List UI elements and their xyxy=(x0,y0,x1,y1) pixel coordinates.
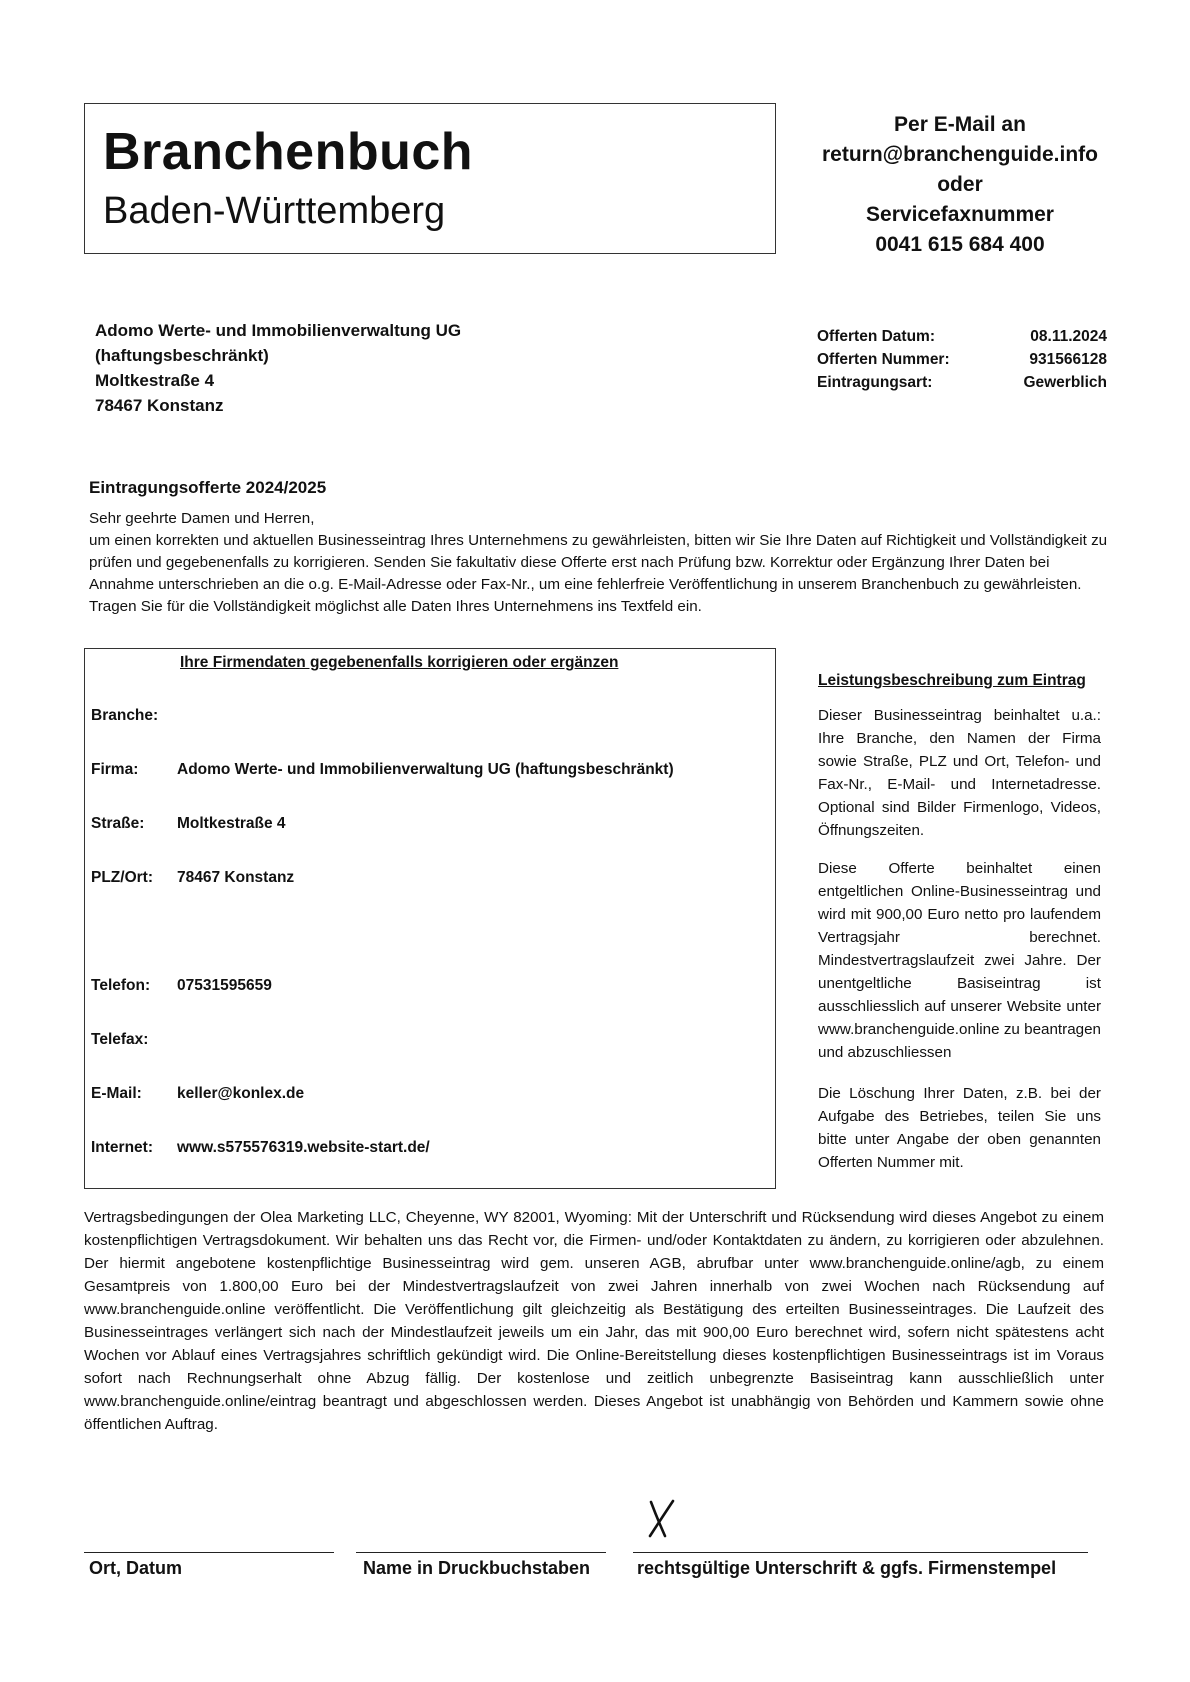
document-subtitle: Baden-Württemberg xyxy=(103,190,446,232)
signature-line[interactable] xyxy=(633,1552,1088,1553)
contact-line: Servicefaxnummer xyxy=(866,203,1054,226)
field-label-strasse: Straße: xyxy=(91,815,145,832)
signature-mark xyxy=(643,1498,679,1545)
address-line: 78467 Konstanz xyxy=(95,396,224,415)
meta-label: Eintragungsart: xyxy=(817,374,933,391)
recipient-address xyxy=(95,318,461,418)
address-line: Moltkestraße 4 xyxy=(95,371,215,390)
meta-value: 08.11.2024 xyxy=(1030,328,1107,345)
field-value-email[interactable]: keller@konlex.de xyxy=(177,1085,305,1102)
field-label-telefon: Telefon: xyxy=(91,977,151,994)
meta-row-type xyxy=(817,371,1107,394)
field-value-strasse[interactable]: Moltkestraße 4 xyxy=(177,815,286,832)
signature-label: rechtsgültige Unterschrift & ggfs. Firmenstempel xyxy=(637,1558,1057,1578)
address-line: (haftungsbeschränkt) xyxy=(95,346,269,365)
contract-terms: Vertragsbedingungen der Olea Marketing LLC, Cheyenne, WY 82001, Wyoming: Mit der Unterschrift und Rücksendung wird dieses Angebot zu einem kostenpflichtigen Vertragsdokument. Wir behalten uns das Recht vor, die Firmen- und/oder Kontaktdaten zu ändern, zu korrigieren oder abzulehnen. Der hiermit angebotene kostenpflichtige Businesseintrag wird gem. unseren AGB, abrufbar unter www.branchenguide.online/agb, zu einem Gesamtpreis von 1.800,00 Euro bei der Mindestvertragslaufzeit von zwei Jahren innerhalb von zwei Wochen nach Rücksendung auf www.branchenguide.online veröffentlicht. Die Veröffentlichung gilt gleichzeitig als Bestätigung des erteilten Businesseintrages. Die Laufzeit des Businesseintrages verlängert sich nach der Mindestlaufzeit jeweils um ein Jahr, das mit 900,00 Euro berechnet wird, sofern nicht spätestens acht Wochen vor Ablauf eines Vertragsjahres schriftlich gekündigt wird. Die Online-Bereitstellung dieses kostenpflichtigen Businesseintrags ist im Voraus sofort nach Rechnungserhalt ohne Abzug fällig. Der kostenlose und zeitlich unbegrenzte Basiseintrag kann ausschließlich unter www.branchenguide.online/eintrag beantragt und abgeschlossen werden. Dieses Angebot ist unabhängig von Behörden und Kammern sowie ohne öffentlichen Auftrag. xyxy=(84,1209,1104,1433)
field-value-telefon[interactable]: 07531595659 xyxy=(177,977,272,994)
intro-body: um einen korrekten und aktuellen Businesseintrag Ihres Unternehmens zu gewährleisten, bitten wir Sie Ihre Daten auf Richtigkeit und Vollständigkeit zu prüfen und gegebenenfalls zu korrigieren. Senden Sie fakultativ diese Offerte erst nach Prüfung bzw. Korrektur oder Ergänzung Ihrer Daten bei Annahme unterschrieben an die o.g. E-Mail-Adresse oder Fax-Nr., um eine fehlerfreie Veröffentlichung in unserem Branchenbuch zu gewährleisten. Tragen Sie für die Vollständigkeit möglichst alle Daten Ihres Unternehmens ins Textfeld ein. xyxy=(89,532,1108,615)
deletion-paragraph: Die Löschung Ihrer Daten, z.B. bei der Aufgabe des Betriebes, teilen Sie uns bitte unter Angabe der oben genannten Offerten Nummer mit. xyxy=(818,1085,1101,1171)
field-value-firma[interactable]: Adomo Werte- und Immobilienverwaltung UG (haftungsbeschränkt) xyxy=(177,761,674,778)
meta-value: 931566128 xyxy=(1029,351,1107,368)
contact-line: oder xyxy=(937,173,983,196)
contact-fax-number: 0041 615 684 400 xyxy=(875,233,1045,256)
service-description-paragraph: Dieser Businesseintrag beinhaltet u.a.: Ihre Branche, den Namen der Firma sowie Straße, PLZ und Ort, Telefon- und Fax-Nr., E-Mail- und Internetadresse. Optional sind Bilder Firmenlogo, Videos, Öffnungszeiten. xyxy=(818,707,1101,839)
meta-label: Offerten Nummer: xyxy=(817,351,950,368)
meta-value: Gewerblich xyxy=(1023,374,1107,391)
service-description-heading: Leistungsbeschreibung zum Eintrag xyxy=(818,672,1086,689)
company-data-form xyxy=(84,648,776,1189)
address-line: Adomo Werte- und Immobilienverwaltung UG xyxy=(95,321,462,340)
field-label-email: E-Mail: xyxy=(91,1085,142,1102)
name-label: Name in Druckbuchstaben xyxy=(363,1558,591,1578)
contact-line: Per E-Mail an xyxy=(894,113,1026,136)
field-label-plz-ort: PLZ/Ort: xyxy=(91,869,153,886)
field-label-internet: Internet: xyxy=(91,1139,153,1156)
name-line[interactable] xyxy=(356,1552,606,1553)
field-label-firma: Firma: xyxy=(91,761,139,778)
greeting: Sehr geehrte Damen und Herren, xyxy=(89,510,315,527)
field-value-internet[interactable]: www.s575576319.website-start.de/ xyxy=(177,1139,430,1156)
field-label-telefax: Telefax: xyxy=(91,1031,149,1048)
place-date-label: Ort, Datum xyxy=(89,1558,183,1578)
meta-row-number xyxy=(817,348,1107,371)
signature-x-icon xyxy=(643,1498,679,1540)
return-contact-block xyxy=(800,110,1120,260)
place-date-line[interactable] xyxy=(84,1552,334,1553)
document-title: Branchenbuch xyxy=(103,123,474,181)
meta-row-date xyxy=(817,325,1107,348)
title-box xyxy=(84,103,776,254)
offer-meta xyxy=(817,325,1107,394)
contact-email[interactable]: return@branchenguide.info xyxy=(822,143,1098,166)
intro-text xyxy=(89,508,1109,618)
form-title: Ihre Firmendaten gegebenenfalls korrigieren oder ergänzen xyxy=(180,654,619,671)
meta-label: Offerten Datum: xyxy=(817,328,935,345)
pricing-paragraph: Diese Offerte beinhaltet einen entgeltlichen Online-Businesseintrag und wird mit 900,00 Euro netto pro laufendem Vertragsjahr berechnet. Mindestvertragslaufzeit zwei Jahre. Der unentgeltliche Basiseintrag ist ausschliesslich auf unserer Website unter www.branchenguide.online zu beantragen und abzuschliessen xyxy=(818,860,1101,1061)
field-label-branche: Branche: xyxy=(91,707,159,724)
offer-heading: Eintragungsofferte 2024/2025 xyxy=(89,478,327,497)
field-value-plz-ort[interactable]: 78467 Konstanz xyxy=(177,869,295,886)
